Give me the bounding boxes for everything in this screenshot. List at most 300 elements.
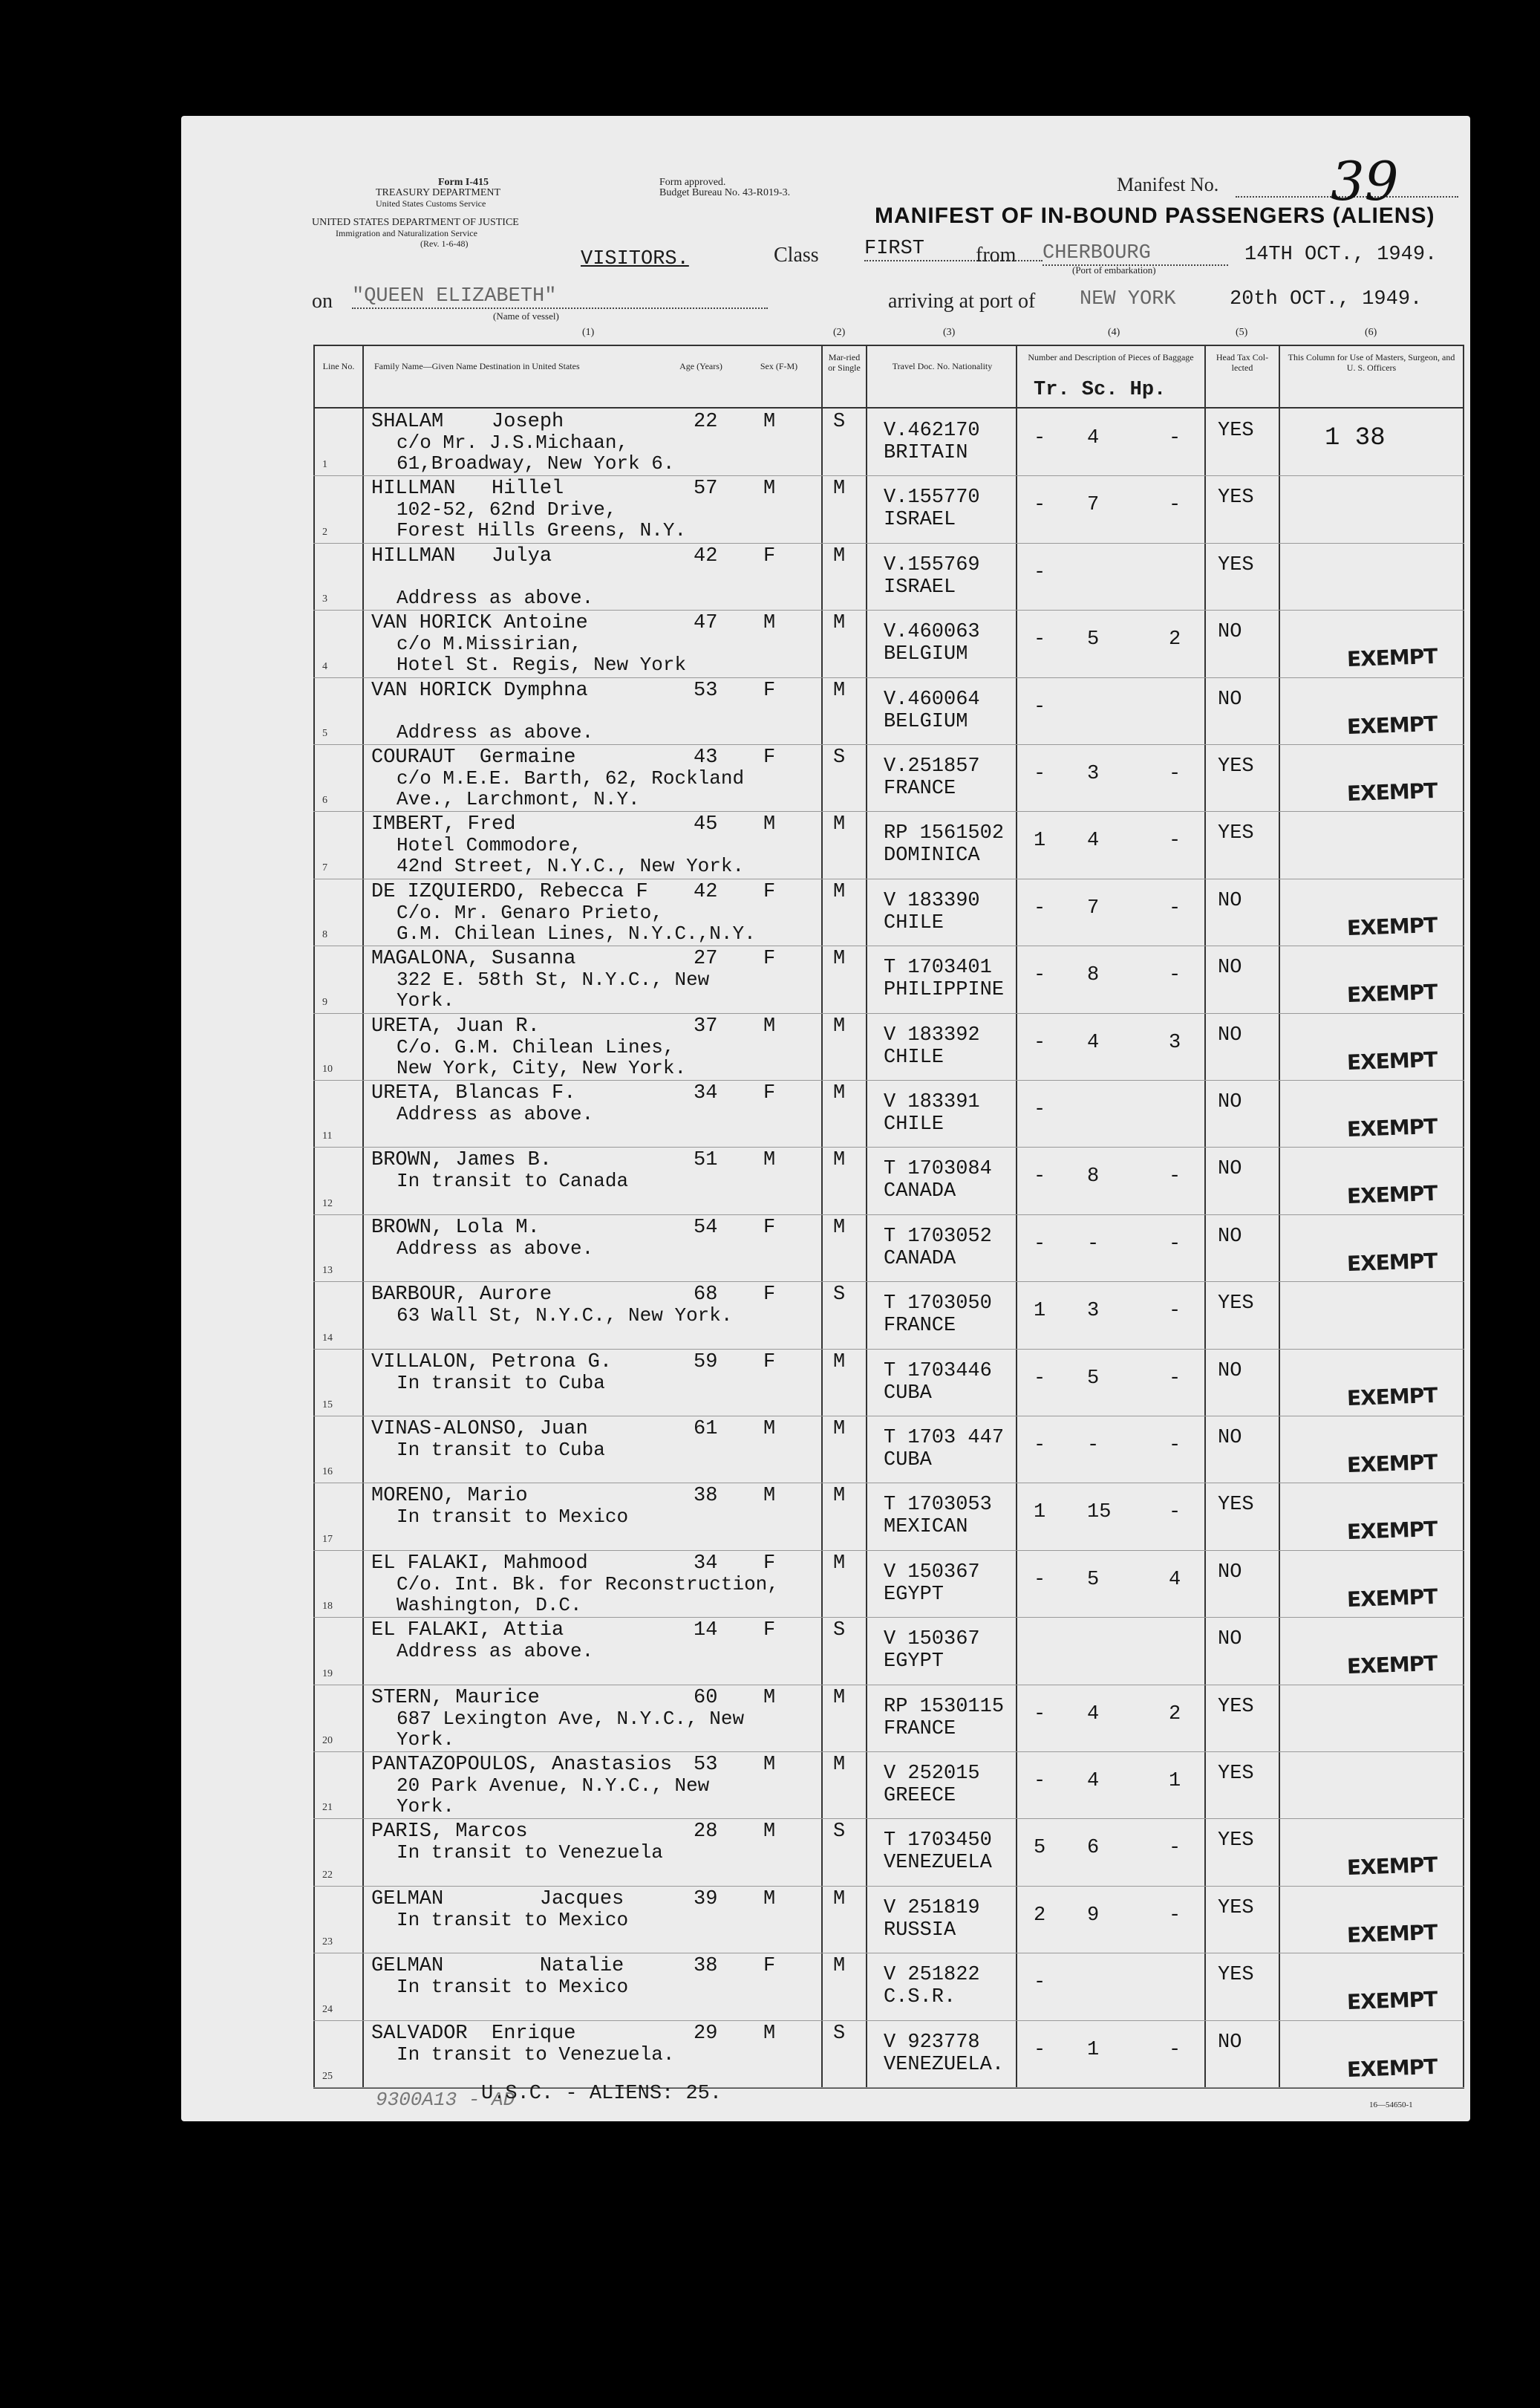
line-number: 25	[322, 2071, 333, 2082]
head-tax: YES	[1218, 1964, 1254, 1987]
marital-status: M	[833, 1887, 846, 1910]
baggage-tr: -	[1034, 1367, 1046, 1390]
destination-line-2: 42nd Street, N.Y.C., New York.	[397, 855, 745, 878]
row-divider	[313, 1147, 1464, 1148]
baggage-hp: -	[1169, 427, 1181, 449]
baggage-hp: -	[1169, 830, 1181, 853]
destination-line-1: Hotel Commodore,	[397, 834, 582, 857]
line-number: 8	[322, 929, 327, 941]
baggage-sc: 6	[1087, 1837, 1100, 1860]
line-number: 1	[322, 459, 327, 471]
baggage-sc: 9	[1087, 1904, 1100, 1927]
head-tax: YES	[1218, 487, 1254, 510]
nationality: CANADA	[884, 1247, 956, 1270]
arrival-port: NEW YORK	[1080, 288, 1176, 310]
head-tax: NO	[1218, 1091, 1242, 1113]
marital-status: M	[833, 1149, 846, 1172]
travel-doc-no: V.251857	[884, 755, 980, 778]
baggage-sc: -	[1087, 1434, 1100, 1457]
head-tax: YES	[1218, 822, 1254, 845]
baggage-hp: -	[1169, 1837, 1181, 1860]
nationality: FRANCE	[884, 1717, 956, 1740]
baggage-sc: 3	[1087, 1300, 1100, 1323]
baggage-sc: 4	[1087, 1770, 1100, 1792]
baggage-sc: 7	[1087, 494, 1100, 517]
passenger-name: SHALAM Joseph	[371, 411, 564, 433]
age: 51	[694, 1149, 718, 1172]
header-officers: This Column for Use of Masters, Surgeon, and U. S. Officers	[1288, 352, 1455, 373]
destination-line-1: c/o M.Missirian,	[397, 633, 582, 656]
destination-line-1: In transit to Mexico	[397, 1506, 629, 1529]
age: 54	[694, 1216, 718, 1239]
nationality: CHILE	[884, 1113, 944, 1136]
destination-line-1: In transit to Canada	[397, 1170, 629, 1193]
age: 53	[694, 1754, 718, 1776]
baggage-hp: -	[1169, 1367, 1181, 1390]
nationality: CHILE	[884, 1046, 944, 1069]
baggage-sc: -	[1087, 1232, 1100, 1255]
head-tax: YES	[1218, 1494, 1254, 1517]
exempt-stamp: EXEMPT	[1346, 2054, 1438, 2082]
head-tax: YES	[1218, 1695, 1254, 1718]
head-tax: NO	[1218, 1158, 1242, 1181]
head-tax: NO	[1218, 1628, 1242, 1651]
manifest-page	[181, 116, 1470, 2121]
document-title: MANIFEST OF IN-BOUND PASSENGERS (ALIENS)	[875, 204, 1435, 228]
baggage-sc: 4	[1087, 1702, 1100, 1725]
line-number: 18	[322, 1601, 333, 1613]
port-embark-caption: (Port of embarkation)	[1072, 264, 1156, 276]
column-divider	[1016, 345, 1017, 2089]
visitors-label: VISITORS.	[581, 248, 689, 270]
age: 37	[694, 1015, 718, 1038]
nationality: EGYPT	[884, 1650, 944, 1673]
age: 38	[694, 1485, 718, 1508]
line-number: 17	[322, 1533, 333, 1545]
age: 45	[694, 813, 718, 836]
destination-line-2: New York, City, New York.	[397, 1056, 687, 1079]
destination-line-1: In transit to Venezuela	[397, 1841, 663, 1864]
nationality: VENEZUELA	[884, 1852, 992, 1875]
head-tax: NO	[1218, 1427, 1242, 1449]
customs-label: United States Customs Service	[376, 198, 486, 209]
marital-status: M	[833, 1015, 846, 1038]
sex: M	[763, 1149, 776, 1172]
marital-status: M	[833, 679, 846, 702]
age: 68	[694, 1283, 718, 1306]
baggage-hp: 1	[1169, 1770, 1181, 1792]
baggage-tr: -	[1034, 1099, 1046, 1121]
destination-line-2: Ave., Larchmont, N.Y.	[397, 788, 640, 810]
baggage-hp: -	[1169, 1434, 1181, 1457]
baggage-tr: -	[1034, 695, 1046, 718]
header-head-tax: Head Tax Col-lected	[1216, 352, 1269, 373]
baggage-hp: 4	[1169, 1568, 1181, 1591]
marital-status: S	[833, 1820, 846, 1844]
baggage-hp: -	[1169, 1165, 1181, 1188]
baggage-sc: 4	[1087, 427, 1100, 449]
line-number: 9	[322, 996, 327, 1008]
header-baggage-sub: Tr. Sc. Hp.	[1034, 379, 1167, 401]
line-number: 23	[322, 1936, 333, 1948]
destination-line-2: G.M. Chilean Lines, N.Y.C.,N.Y.	[397, 922, 756, 945]
destination-line-1: C/o. Mr. Genaro Prieto,	[397, 901, 663, 924]
travel-doc-no: RP 1530115	[884, 1695, 1005, 1718]
destination-line-1: In transit to Mexico	[397, 1908, 629, 1931]
destination-line-1: Address as above.	[397, 1640, 594, 1663]
passenger-name: PANTAZOPOULOS, Anastasios	[371, 1754, 673, 1776]
sex: M	[763, 2022, 776, 2045]
sex: M	[763, 1015, 776, 1038]
row-divider	[313, 744, 1464, 745]
baggage-sc: 5	[1087, 628, 1100, 651]
nationality: ISRAEL	[884, 509, 956, 532]
head-tax: YES	[1218, 1292, 1254, 1315]
head-tax: YES	[1218, 755, 1254, 778]
age: 43	[694, 746, 718, 769]
exempt-stamp: EXEMPT	[1346, 644, 1438, 672]
passenger-name: VILLALON, Petrona G.	[371, 1350, 613, 1373]
exempt-stamp: EXEMPT	[1346, 1987, 1438, 2015]
exempt-stamp: EXEMPT	[1346, 1919, 1438, 1947]
treasury-label: TREASURY DEPARTMENT	[376, 187, 501, 198]
officer-note: 1 38	[1325, 424, 1386, 452]
passenger-name: MORENO, Mario	[371, 1485, 528, 1508]
marital-status: M	[833, 612, 846, 635]
destination-line-2: Address as above.	[397, 586, 594, 609]
sex: F	[763, 1619, 776, 1642]
col-num-2: (2)	[833, 327, 846, 338]
line-number: 2	[322, 526, 327, 538]
baggage-tr: -	[1034, 1232, 1046, 1255]
head-tax: YES	[1218, 1763, 1254, 1785]
header-married: Mar-ried or Single	[828, 352, 861, 373]
nationality: MEXICAN	[884, 1516, 968, 1539]
destination-line-1: In transit to Cuba	[397, 1371, 605, 1394]
col-num-6: (6)	[1365, 327, 1377, 338]
column-divider	[1204, 345, 1206, 2089]
nationality: CANADA	[884, 1180, 956, 1203]
header-divider	[313, 407, 1464, 409]
age: 34	[694, 1552, 718, 1575]
line-number: 24	[322, 2003, 333, 2015]
line-number: 10	[322, 1064, 333, 1075]
travel-doc-no: V.155770	[884, 487, 980, 510]
exempt-stamp: EXEMPT	[1346, 980, 1438, 1008]
travel-doc-no: V 183392	[884, 1024, 980, 1047]
line-number: 15	[322, 1399, 333, 1410]
travel-doc-no: V 251822	[884, 1964, 980, 1987]
passenger-name: URETA, Blancas F.	[371, 1082, 576, 1104]
baggage-hp: -	[1169, 897, 1181, 920]
marital-status: S	[833, 2022, 846, 2045]
passenger-name: PARIS, Marcos	[371, 1820, 528, 1844]
destination-line-1: 102-52, 62nd Drive,	[397, 498, 617, 521]
destination-line-2: Washington, D.C.	[397, 1593, 582, 1616]
baggage-hp: -	[1169, 1232, 1181, 1255]
sex: M	[763, 612, 776, 635]
travel-doc-no: T 1703446	[884, 1359, 992, 1382]
baggage-tr: -	[1034, 1031, 1046, 1054]
passenger-name: VAN HORICK Antoine	[371, 612, 588, 635]
exempt-stamp: EXEMPT	[1346, 778, 1438, 807]
head-tax: NO	[1218, 688, 1242, 711]
age: 38	[694, 1955, 718, 1978]
line-number: 6	[322, 795, 327, 807]
destination-line-2: York.	[397, 1728, 455, 1751]
sex: F	[763, 880, 776, 903]
marital-status: M	[833, 813, 846, 836]
baggage-hp: -	[1169, 2038, 1181, 2061]
marital-status: M	[833, 544, 846, 567]
row-divider	[313, 1281, 1464, 1282]
baggage-tr: 1	[1034, 1300, 1046, 1323]
destination-line-2: Address as above.	[397, 720, 594, 743]
budget-label: Budget Bureau No. 43-R019-3.	[659, 187, 791, 198]
nationality: CUBA	[884, 1449, 932, 1471]
baggage-tr: -	[1034, 1434, 1046, 1457]
passenger-name: STERN, Maurice	[371, 1686, 540, 1709]
head-tax: YES	[1218, 1896, 1254, 1919]
age: 59	[694, 1350, 718, 1373]
form-number: Form I-415	[438, 177, 489, 188]
destination-line-1: c/o M.E.E. Barth, 62, Rockland	[397, 767, 745, 790]
destination-line-2: Forest Hills Greens, N.Y.	[397, 519, 687, 542]
travel-doc-no: T 1703450	[884, 1829, 992, 1852]
line-number: 5	[322, 728, 327, 739]
age: 42	[694, 880, 718, 903]
exempt-stamp: EXEMPT	[1346, 711, 1438, 739]
baggage-tr: -	[1034, 494, 1046, 517]
baggage-tr: -	[1034, 628, 1046, 651]
baggage-tr: 1	[1034, 1501, 1046, 1524]
baggage-sc: 3	[1087, 763, 1100, 785]
exempt-stamp: EXEMPT	[1346, 1248, 1438, 1276]
passenger-name: GELMAN Jacques	[371, 1887, 624, 1910]
sex: F	[763, 1283, 776, 1306]
age: 53	[694, 679, 718, 702]
passenger-name: EL FALAKI, Attia	[371, 1619, 564, 1642]
nationality: BELGIUM	[884, 710, 968, 733]
justice-label: UNITED STATES DEPARTMENT OF JUSTICE	[312, 217, 519, 228]
nationality: BRITAIN	[884, 442, 968, 464]
marital-status: M	[833, 1686, 846, 1709]
exempt-stamp: EXEMPT	[1346, 1181, 1438, 1209]
row-divider	[313, 1214, 1464, 1215]
passenger-name: GELMAN Natalie	[371, 1955, 624, 1978]
baggage-tr: -	[1034, 897, 1046, 920]
column-divider	[866, 345, 867, 2089]
travel-doc-no: T 1703 447	[884, 1427, 1005, 1449]
marital-status: M	[833, 1485, 846, 1508]
head-tax: NO	[1218, 621, 1242, 644]
age: 29	[694, 2022, 718, 2045]
marital-status: M	[833, 1955, 846, 1978]
baggage-tr: -	[1034, 1971, 1046, 1994]
exempt-stamp: EXEMPT	[1346, 1651, 1438, 1679]
aliens-summary: U.S.C. - ALIENS: 25.	[481, 2083, 722, 2105]
age: 28	[694, 1820, 718, 1844]
travel-doc-no: T 1703084	[884, 1158, 992, 1181]
row-divider	[313, 1818, 1464, 1819]
nationality: RUSSIA	[884, 1919, 956, 1942]
marital-status: M	[833, 948, 846, 971]
marital-status: M	[833, 1082, 846, 1104]
sex: F	[763, 948, 776, 971]
arriving-label: arriving at port of	[888, 290, 1036, 313]
passenger-name: BROWN, Lola M.	[371, 1216, 540, 1239]
baggage-hp: -	[1169, 1300, 1181, 1323]
destination-line-2: York.	[397, 989, 455, 1012]
row-divider	[313, 1617, 1464, 1618]
age: 14	[694, 1619, 718, 1642]
nationality: BELGIUM	[884, 643, 968, 666]
from-label: from	[976, 244, 1017, 267]
baggage-hp: -	[1169, 964, 1181, 987]
nationality: DOMINICA	[884, 845, 980, 868]
marital-status: M	[833, 1552, 846, 1575]
baggage-hp: -	[1169, 763, 1181, 785]
rev-label: (Rev. 1-6-48)	[420, 238, 469, 249]
line-number: 21	[322, 1802, 333, 1814]
head-tax: NO	[1218, 2031, 1242, 2054]
age: 60	[694, 1686, 718, 1709]
line-number: 16	[322, 1466, 333, 1478]
sex: F	[763, 1082, 776, 1104]
sex: F	[763, 1552, 776, 1575]
destination-line-1: c/o Mr. J.S.Michaan,	[397, 432, 629, 454]
passenger-name: MAGALONA, Susanna	[371, 948, 576, 971]
sex: M	[763, 1686, 776, 1709]
exempt-stamp: EXEMPT	[1346, 1852, 1438, 1881]
passenger-name: VAN HORICK Dymphna	[371, 679, 588, 702]
travel-doc-no: RP 1561502	[884, 822, 1005, 845]
col-num-5: (5)	[1236, 327, 1248, 338]
head-tax: NO	[1218, 889, 1242, 912]
baggage-sc: 5	[1087, 1568, 1100, 1591]
destination-line-1: C/o. Int. Bk. for Reconstruction,	[397, 1572, 779, 1595]
exempt-stamp: EXEMPT	[1346, 1449, 1438, 1478]
age: 34	[694, 1082, 718, 1104]
sex: M	[763, 1754, 776, 1776]
baggage-hp: -	[1169, 494, 1181, 517]
embarkation-date: 14TH OCT., 1949.	[1244, 244, 1438, 266]
nationality: FRANCE	[884, 778, 956, 800]
nationality: CUBA	[884, 1382, 932, 1405]
exempt-stamp: EXEMPT	[1346, 1517, 1438, 1545]
destination-line-1: 63 Wall St, N.Y.C., New York.	[397, 1304, 733, 1327]
ins-label: Immigration and Naturalization Service	[336, 228, 477, 238]
age: 42	[694, 544, 718, 567]
sex: M	[763, 1485, 776, 1508]
vessel-caption: (Name of vessel)	[493, 310, 559, 322]
passenger-name: EL FALAKI, Mahmood	[371, 1552, 588, 1575]
baggage-hp: 2	[1169, 628, 1181, 651]
row-divider	[313, 811, 1464, 812]
sex: F	[763, 544, 776, 567]
head-tax: YES	[1218, 553, 1254, 576]
baggage-tr: -	[1034, 964, 1046, 987]
age: 22	[694, 411, 718, 433]
destination-line-1: In transit to Venezuela.	[397, 2043, 675, 2066]
col-num-4: (4)	[1108, 327, 1120, 338]
row-divider	[313, 1886, 1464, 1887]
travel-doc-no: T 1703052	[884, 1225, 992, 1248]
marital-status: M	[833, 880, 846, 903]
nationality: CHILE	[884, 911, 944, 934]
column-divider	[362, 345, 364, 2089]
baggage-tr: -	[1034, 1702, 1046, 1725]
sex: M	[763, 813, 776, 836]
row-divider	[313, 610, 1464, 611]
class-value: FIRST	[864, 238, 1043, 261]
exempt-stamp: EXEMPT	[1346, 912, 1438, 940]
destination-line-1: 687 Lexington Ave, N.Y.C., New	[397, 1707, 745, 1730]
row-divider	[313, 1349, 1464, 1350]
head-tax: NO	[1218, 1359, 1242, 1382]
row-divider	[313, 677, 1464, 678]
sex: M	[763, 478, 776, 501]
column-divider	[821, 345, 823, 2089]
line-number: 22	[322, 1869, 333, 1881]
row-divider	[313, 1751, 1464, 1752]
baggage-sc: 1	[1087, 2038, 1100, 2061]
baggage-sc: 8	[1087, 964, 1100, 987]
age: 39	[694, 1887, 718, 1910]
baggage-sc: 8	[1087, 1165, 1100, 1188]
age: 61	[694, 1418, 718, 1440]
header-sex: Sex (F-M)	[760, 361, 798, 371]
travel-doc-no: V.460064	[884, 688, 980, 711]
sex: M	[763, 411, 776, 433]
age: 47	[694, 612, 718, 635]
baggage-sc: 5	[1087, 1367, 1100, 1390]
destination-line-2: 61,Broadway, New York 6.	[397, 452, 675, 475]
line-number: 13	[322, 1265, 333, 1277]
travel-doc-no: V 150367	[884, 1628, 980, 1651]
travel-doc-no: T 1703050	[884, 1292, 992, 1315]
manifest-number: 39	[1331, 150, 1399, 212]
header-name: Family Name—Given Name Destination in United States	[374, 361, 580, 371]
destination-line-1: C/o. G.M. Chilean Lines,	[397, 1035, 675, 1058]
destination-line-1: Address as above.	[397, 1103, 594, 1125]
row-divider	[313, 543, 1464, 544]
sex: F	[763, 1350, 776, 1373]
vessel-name: "QUEEN ELIZABETH"	[352, 285, 768, 309]
sex: F	[763, 1216, 776, 1239]
baggage-hp: 2	[1169, 1702, 1181, 1725]
row-divider	[313, 1550, 1464, 1551]
travel-doc-no: V 923778	[884, 2031, 980, 2054]
baggage-hp: -	[1169, 1501, 1181, 1524]
age: 27	[694, 948, 718, 971]
baggage-tr: 5	[1034, 1837, 1046, 1860]
exempt-stamp: EXEMPT	[1346, 1382, 1438, 1410]
class-label: Class	[774, 244, 819, 267]
col-num-1: (1)	[582, 327, 595, 338]
marital-status: M	[833, 1216, 846, 1239]
nationality: PHILIPPINE	[884, 979, 1005, 1002]
destination-line-2: York.	[397, 1795, 455, 1818]
nationality: GREECE	[884, 1785, 956, 1807]
destination-line-1: 322 E. 58th St, N.Y.C., New	[397, 969, 710, 992]
line-number: 19	[322, 1667, 333, 1679]
passenger-name: IMBERT, Fred	[371, 813, 516, 836]
baggage-tr: 2	[1034, 1904, 1046, 1927]
passenger-name: BARBOUR, Aurore	[371, 1283, 552, 1306]
col-num-3: (3)	[943, 327, 956, 338]
travel-doc-no: T 1703401	[884, 957, 992, 980]
